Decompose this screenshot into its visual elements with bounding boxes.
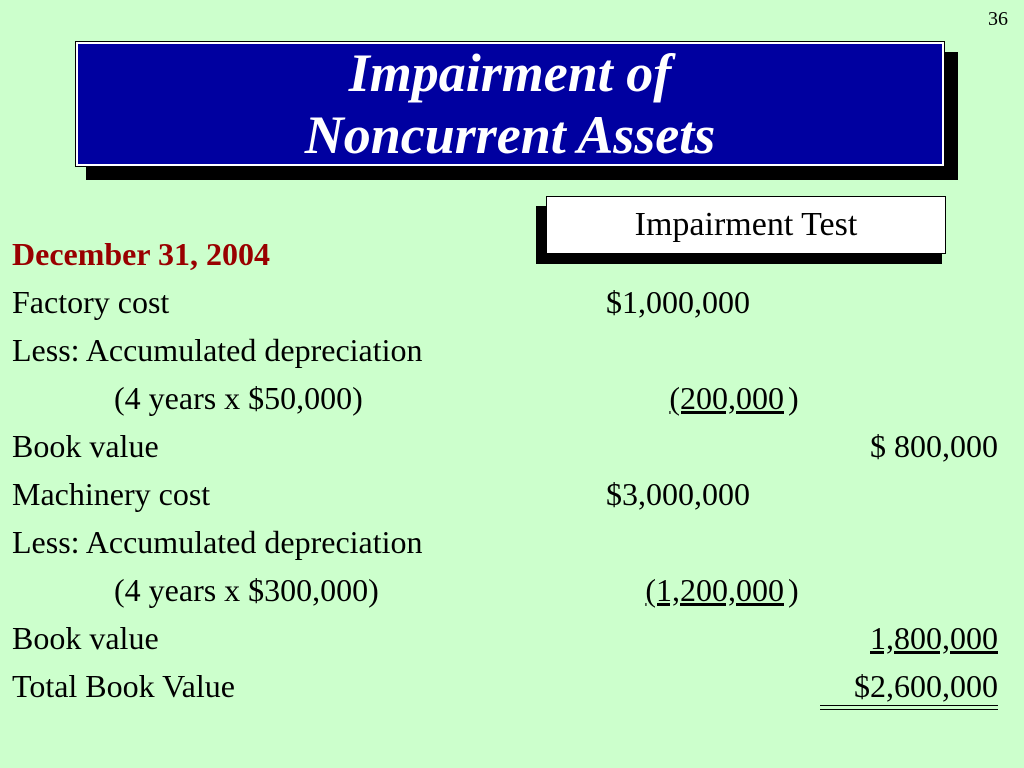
machinery-depreciation-detail: (4 years x $300,000) (114, 572, 379, 608)
machinery-depreciation-close-paren: ) (788, 572, 799, 608)
factory-cost-label: Factory cost (12, 284, 170, 320)
factory-book-value: $ 800,000 (870, 428, 998, 464)
machinery-depreciation-value: (1,200,000 (645, 572, 784, 608)
slide-title-line-2: Noncurrent Assets (304, 105, 716, 165)
machinery-less-accumulated-label: Less: Accumulated depreciation (12, 524, 423, 560)
machinery-cost-label: Machinery cost (12, 476, 211, 512)
date-heading: December 31, 2004 (12, 236, 270, 272)
slide-number: 36 (988, 8, 1008, 30)
machinery-book-value-label: Book value (12, 620, 159, 656)
factory-depreciation-close-paren: ) (788, 380, 799, 416)
slide-title-line-1: Impairment of (348, 43, 672, 103)
factory-depreciation-value: (200,000 (669, 380, 784, 416)
total-book-value: $2,600,000 (854, 668, 998, 704)
total-double-underline (820, 705, 998, 710)
factory-less-accumulated-label: Less: Accumulated depreciation (12, 332, 423, 368)
factory-cost-value: $1,000,000 (606, 284, 750, 320)
machinery-cost-value: $3,000,000 (606, 476, 750, 512)
factory-depreciation-detail: (4 years x $50,000) (114, 380, 363, 416)
machinery-book-value: 1,800,000 (870, 620, 998, 656)
total-book-value-label: Total Book Value (12, 668, 235, 704)
impairment-test-badge: Impairment Test (546, 196, 946, 254)
factory-book-value-label: Book value (12, 428, 159, 464)
